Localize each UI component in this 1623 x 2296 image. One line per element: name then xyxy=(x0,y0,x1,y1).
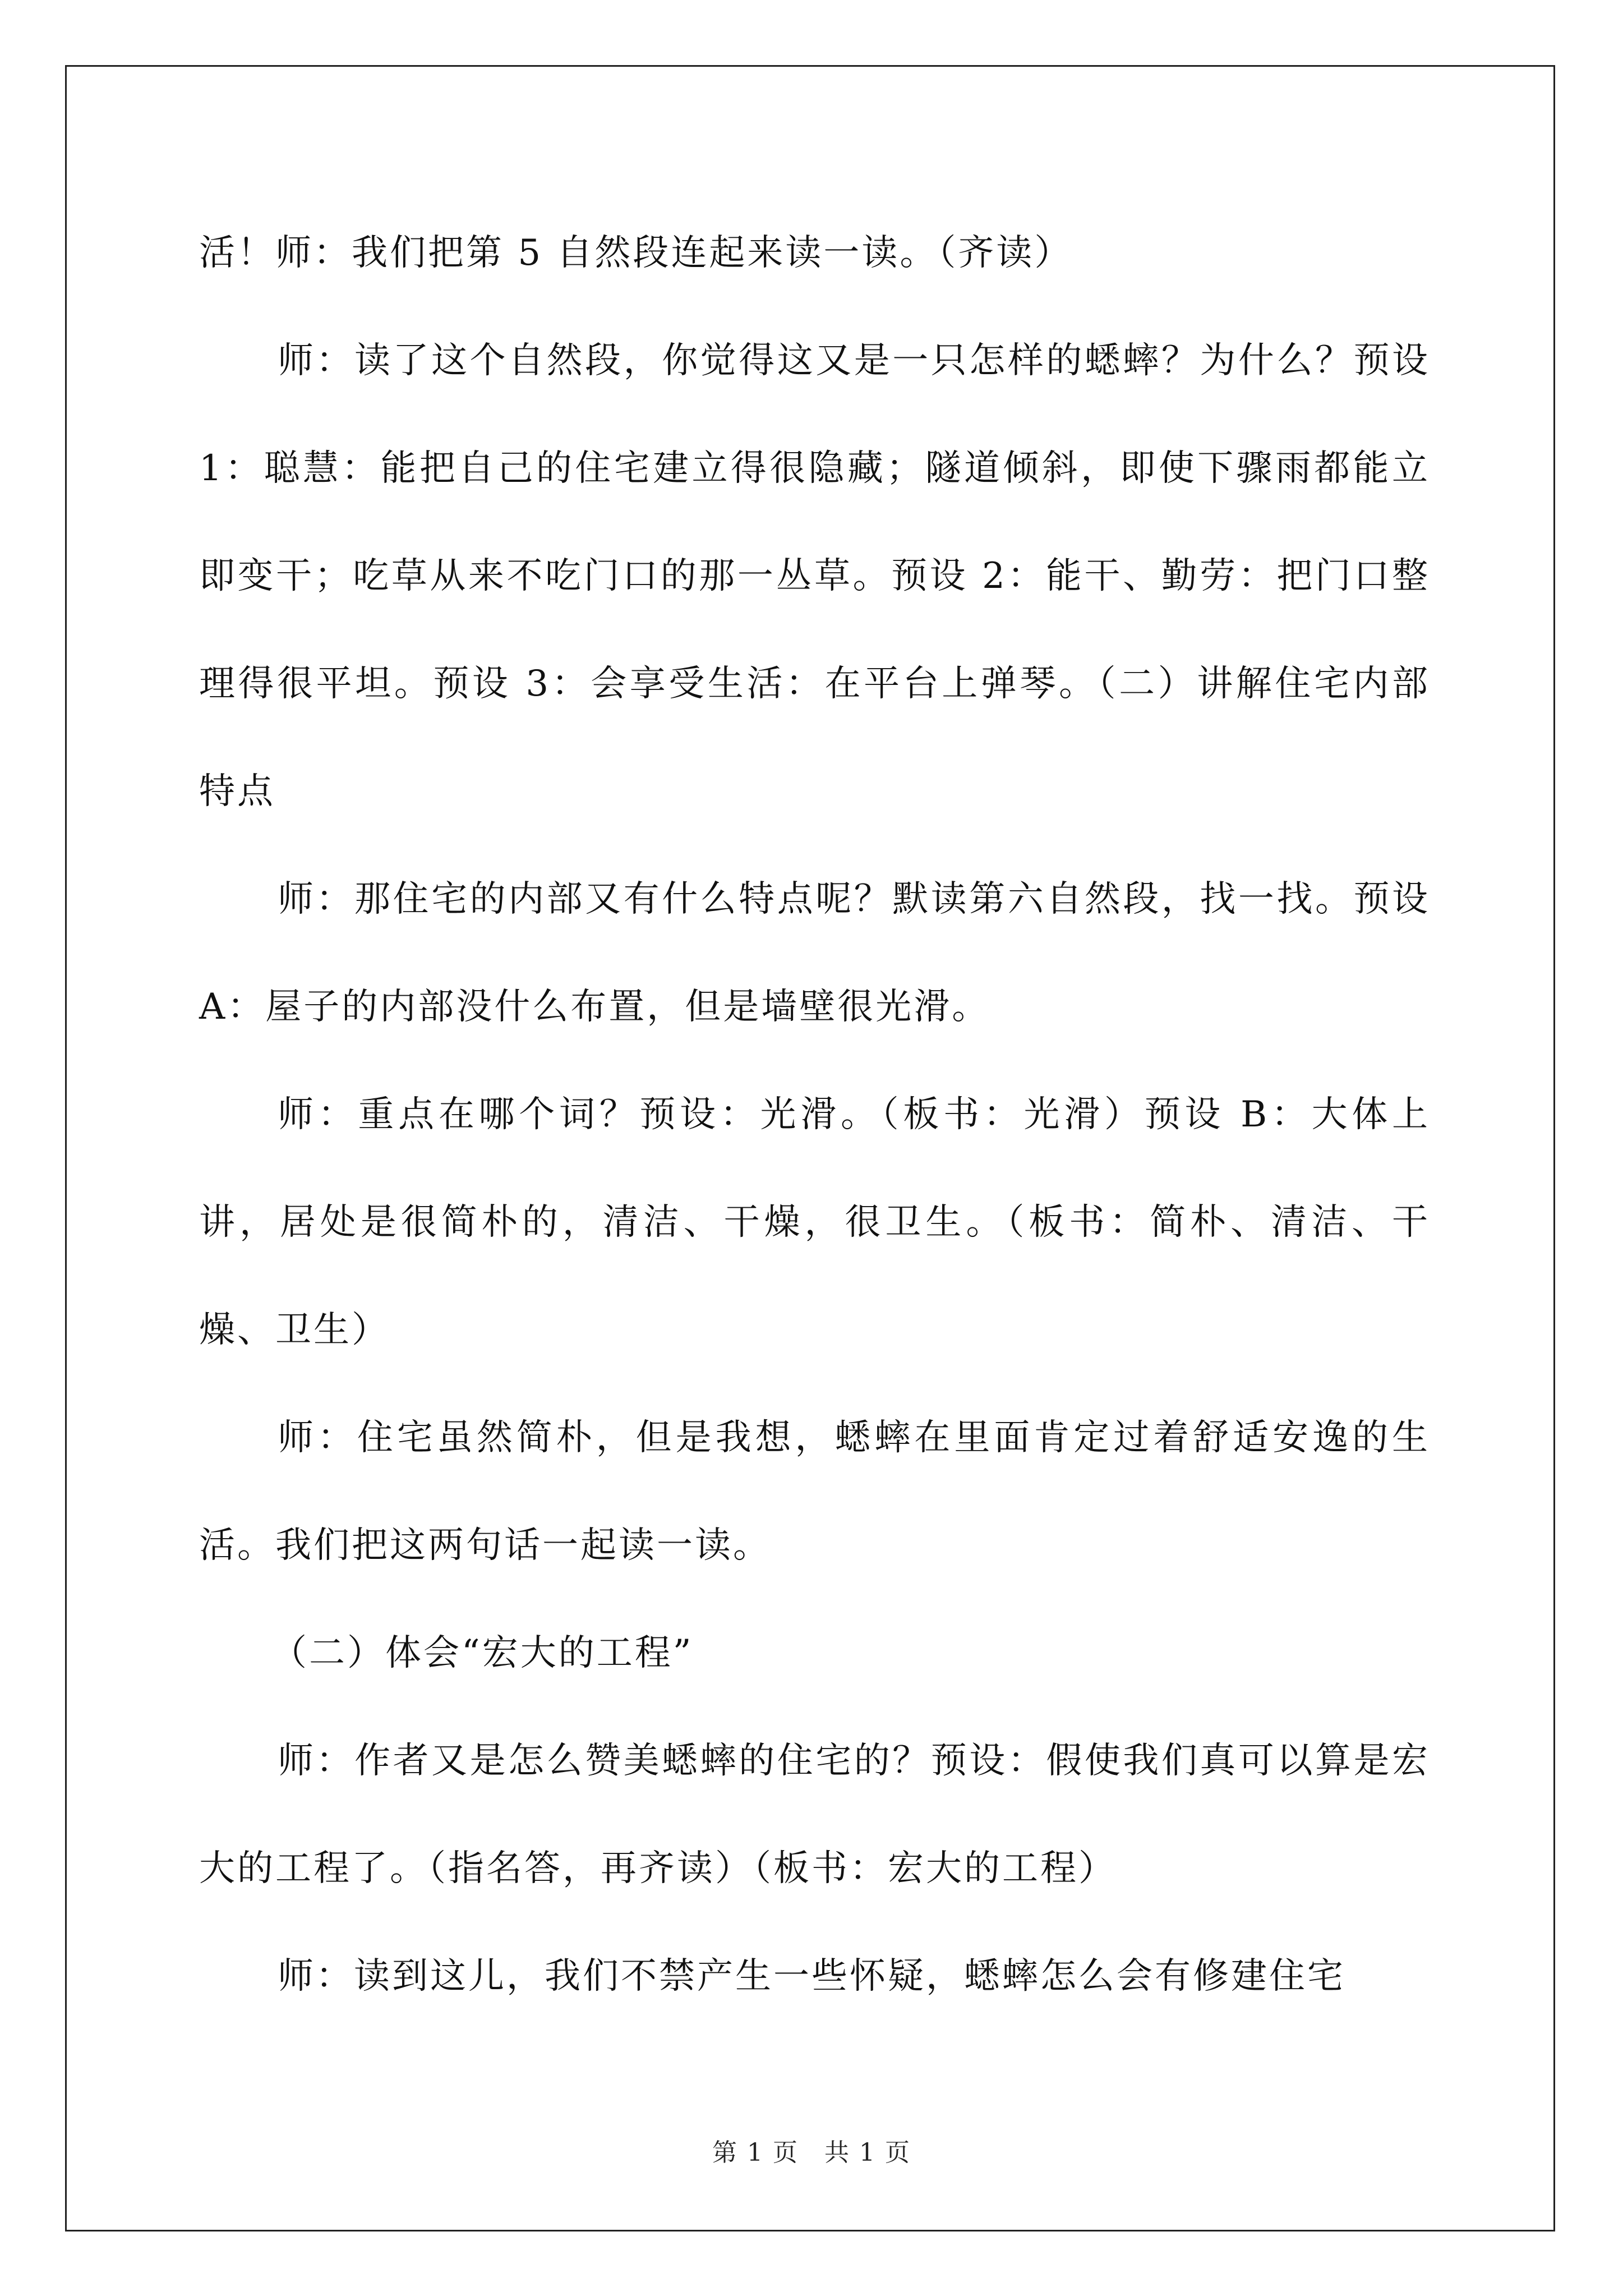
paragraph-7: 师：读到这儿，我们不禁产生一些怀疑，蟋蟀怎么会有修建住宅 xyxy=(278,1955,1345,1997)
paragraph-5: 师：住宅虽然简朴，但是我想，蟋蟀在里面肯定过着舒适安逸的生活。我们把这两句话一起读一读。 xyxy=(199,1417,1430,1566)
paragraph-2: 师：读了这个自然段，你觉得这又是一只怎样的蟋蟀？为什么？预设 1：聪慧：能把自己的住宅建立得很隐藏；隧道倾斜，即使下骤雨都能立即变干；吃草从来不吃门口的那一丛草。预设 2：能干、勤劳：把门口整理得很平坦。预设 3：会享受生活：在平台上弹琴。（二）讲解住宅内部特点 xyxy=(199,340,1430,812)
paragraph-3: 师：那住宅的内部又有什么特点呢？默读第六自然段，找一找。预设 A：屋子的内部没什么布置，但是墙壁很光滑。 xyxy=(199,878,1430,1028)
page-number: 第 1 页 共 1 页 xyxy=(712,2138,911,2167)
paragraph-1: 活！师：我们把第 5 自然段连起来读一读。（齐读） xyxy=(199,232,1073,274)
paragraph-6: 师：作者又是怎么赞美蟋蟀的住宅的？预设：假使我们真可以算是宏大的工程了。（指名答，再齐读）（板书：宏大的工程） xyxy=(199,1740,1430,1889)
paragraph-4: 师：重点在哪个词？预设：光滑。（板书：光滑）预设 B：大体上讲，居处是很简朴的，清洁、干燥，很卫生。（板书：简朴、清洁、干燥、卫生） xyxy=(199,1094,1430,1351)
section-heading: （二）体会“宏大的工程” xyxy=(271,1632,694,1674)
document-body xyxy=(199,199,1430,2030)
